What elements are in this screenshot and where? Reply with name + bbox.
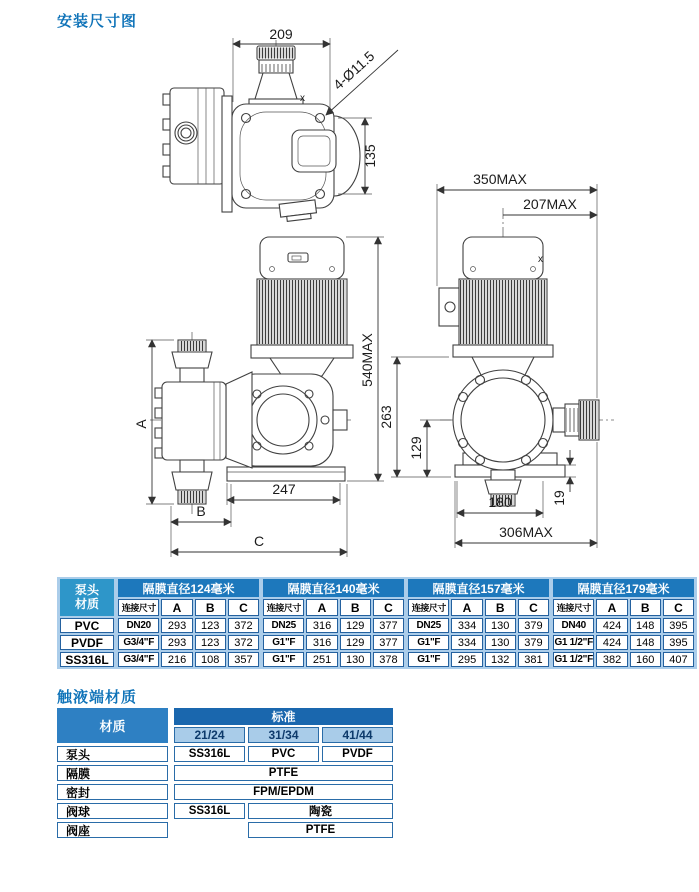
valve-ball-value: 陶瓷 bbox=[248, 803, 393, 819]
value-a: 293 bbox=[161, 618, 192, 633]
size-header-31-34: 31/34 bbox=[248, 727, 319, 743]
table-row bbox=[118, 618, 259, 633]
dim-247: 247 bbox=[272, 481, 296, 497]
material-row-pvc: PVC bbox=[60, 618, 114, 633]
row-seal bbox=[57, 784, 393, 800]
subheader-c: C bbox=[663, 599, 694, 616]
value-a: 382 bbox=[596, 652, 627, 667]
value-b: 108 bbox=[195, 652, 226, 667]
value-a: 424 bbox=[596, 618, 627, 633]
top-view-mark: x bbox=[300, 93, 305, 104]
subheader-c: C bbox=[228, 599, 259, 616]
value-b: 130 bbox=[485, 635, 516, 650]
dim-180: 180 bbox=[488, 494, 512, 510]
top-view-drawing bbox=[163, 26, 398, 222]
dim-350max: 350MAX bbox=[473, 171, 527, 187]
dim-top-height: 135 bbox=[362, 144, 378, 168]
conn-cell: G3/4"F bbox=[118, 635, 159, 650]
dim-top-width: 209 bbox=[269, 26, 293, 42]
rows-valve-ball-seat bbox=[57, 803, 393, 838]
value-b: 148 bbox=[630, 618, 661, 633]
side-view-mark: x bbox=[538, 254, 543, 265]
conn-cell: G1"F bbox=[408, 635, 449, 650]
conn-cell: G1"F bbox=[408, 652, 449, 667]
group-header: 隔膜直径124毫米 bbox=[118, 579, 259, 597]
subheader-b: B bbox=[630, 599, 661, 616]
subheader-a: A bbox=[161, 599, 192, 616]
wetted-corner-header: 材质 bbox=[57, 708, 168, 743]
group-header: 隔膜直径140毫米 bbox=[263, 579, 404, 597]
size-header-41-44: 41/44 bbox=[322, 727, 393, 743]
dim-c: C bbox=[253, 533, 265, 549]
group-header: 隔膜直径157毫米 bbox=[408, 579, 549, 597]
subheader-a: A bbox=[596, 599, 627, 616]
value-b: 123 bbox=[195, 618, 226, 633]
value-c: 379 bbox=[518, 618, 549, 633]
value-a: 251 bbox=[306, 652, 337, 667]
dim-holes: 4-Ø11.5 bbox=[329, 47, 378, 93]
subheader-conn: 连接尺寸 bbox=[263, 599, 304, 616]
row-label: 泵头 bbox=[57, 746, 168, 762]
table-row bbox=[118, 652, 259, 667]
front-view-drawing bbox=[133, 237, 384, 557]
conn-cell: G1"F bbox=[263, 652, 304, 667]
dim-263: 263 bbox=[378, 405, 394, 429]
value-b: 148 bbox=[630, 635, 661, 650]
value-a: 316 bbox=[306, 635, 337, 650]
side-view-drawing bbox=[378, 171, 614, 548]
subheader-c: C bbox=[518, 599, 549, 616]
conn-cell: DN40 bbox=[553, 618, 594, 633]
group-diaphragm-124 bbox=[118, 579, 259, 667]
valve-seat-value: PTFE bbox=[248, 822, 393, 838]
pump-head-41-44: PVDF bbox=[322, 746, 393, 762]
table-row bbox=[263, 652, 404, 667]
corner-header-line2: 材质 bbox=[74, 596, 99, 611]
value-c: 372 bbox=[228, 618, 259, 633]
value-a: 334 bbox=[451, 618, 482, 633]
table-row bbox=[263, 618, 404, 633]
standard-header: 标准 bbox=[174, 708, 393, 725]
subheader-b: B bbox=[485, 599, 516, 616]
conn-cell: G1 1/2"F bbox=[554, 654, 593, 665]
dim-b: B bbox=[196, 503, 206, 519]
row-label-valve-seat: 阀座 bbox=[57, 822, 168, 838]
value-c: 372 bbox=[228, 635, 259, 650]
conn-cell: DN25 bbox=[408, 618, 449, 633]
value-a: 295 bbox=[451, 652, 482, 667]
value-b: 130 bbox=[485, 618, 516, 633]
value-c: 407 bbox=[663, 652, 694, 667]
value-c: 377 bbox=[373, 618, 404, 633]
value-a: 216 bbox=[161, 652, 192, 667]
dim-19: 19 bbox=[551, 490, 567, 506]
dimension-table bbox=[57, 577, 697, 669]
value-a: 424 bbox=[596, 635, 627, 650]
value-b: 132 bbox=[485, 652, 516, 667]
table-row bbox=[408, 652, 549, 667]
table-row bbox=[263, 635, 404, 650]
value-b: 129 bbox=[340, 635, 371, 650]
value-a: 316 bbox=[306, 618, 337, 633]
group-header: 隔膜直径179毫米 bbox=[553, 579, 694, 597]
material-row-ss316l: SS316L bbox=[60, 652, 114, 667]
wetted-materials-table bbox=[57, 708, 393, 838]
row-label-valve-ball: 阀球 bbox=[57, 803, 168, 819]
dim-129: 129 bbox=[408, 436, 424, 460]
value-c: 381 bbox=[518, 652, 549, 667]
table-row bbox=[118, 635, 259, 650]
row-label: 密封 bbox=[57, 784, 168, 800]
value-b: 160 bbox=[630, 652, 661, 667]
table-row bbox=[408, 618, 549, 633]
dim-a: A bbox=[133, 419, 149, 429]
conn-cell: G3/4"F bbox=[118, 652, 159, 667]
value-c: 377 bbox=[373, 635, 404, 650]
seal-value: FPM/EPDM bbox=[174, 784, 393, 800]
row-diaphragm bbox=[57, 765, 393, 781]
wetted-section-title: 触液端材质 bbox=[57, 689, 138, 706]
table-row bbox=[553, 652, 694, 667]
subheader-conn: 连接尺寸 bbox=[408, 599, 449, 616]
row-pump-head bbox=[57, 746, 393, 762]
material-row-pvdf: PVDF bbox=[60, 635, 114, 650]
dimension-table-corner-header bbox=[60, 579, 114, 616]
subheader-c: C bbox=[373, 599, 404, 616]
subheader-conn: 连接尺寸 bbox=[553, 599, 594, 616]
value-a: 293 bbox=[161, 635, 192, 650]
value-c: 357 bbox=[228, 652, 259, 667]
table-row bbox=[408, 635, 549, 650]
corner-header-line1: 泵头 bbox=[74, 583, 99, 598]
dimension-table-material-column bbox=[60, 579, 114, 667]
page-title: 安装尺寸图 bbox=[57, 13, 138, 30]
conn-cell: G1"F bbox=[263, 635, 304, 650]
value-b: 123 bbox=[195, 635, 226, 650]
group-diaphragm-140 bbox=[263, 579, 404, 667]
dim-207max: 207MAX bbox=[523, 196, 577, 212]
pump-head-31-34: PVC bbox=[248, 746, 319, 762]
group-diaphragm-179 bbox=[553, 579, 694, 667]
dim-540max: 540MAX bbox=[359, 333, 375, 387]
valve-ball-seat-21-24: SS316L bbox=[174, 803, 245, 819]
table-row bbox=[553, 618, 694, 633]
value-b: 129 bbox=[340, 618, 371, 633]
group-diaphragm-157 bbox=[408, 579, 549, 667]
value-b: 130 bbox=[340, 652, 371, 667]
conn-cell: DN25 bbox=[263, 618, 304, 633]
subheader-b: B bbox=[195, 599, 226, 616]
value-c: 395 bbox=[663, 635, 694, 650]
value-a: 334 bbox=[451, 635, 482, 650]
conn-cell: G1 1/2"F bbox=[554, 637, 593, 648]
subheader-b: B bbox=[340, 599, 371, 616]
conn-cell: DN20 bbox=[118, 618, 159, 633]
row-label: 隔膜 bbox=[57, 765, 168, 781]
value-c: 379 bbox=[518, 635, 549, 650]
value-c: 378 bbox=[373, 652, 404, 667]
value-c: 395 bbox=[663, 618, 694, 633]
subheader-a: A bbox=[306, 599, 337, 616]
diaphragm-value: PTFE bbox=[174, 765, 393, 781]
pump-head-21-24: SS316L bbox=[174, 746, 245, 762]
subheader-conn: 连接尺寸 bbox=[118, 599, 159, 616]
table-row bbox=[553, 635, 694, 650]
size-header-21-24: 21/24 bbox=[174, 727, 245, 743]
dim-306max: 306MAX bbox=[499, 524, 553, 540]
subheader-a: A bbox=[451, 599, 482, 616]
